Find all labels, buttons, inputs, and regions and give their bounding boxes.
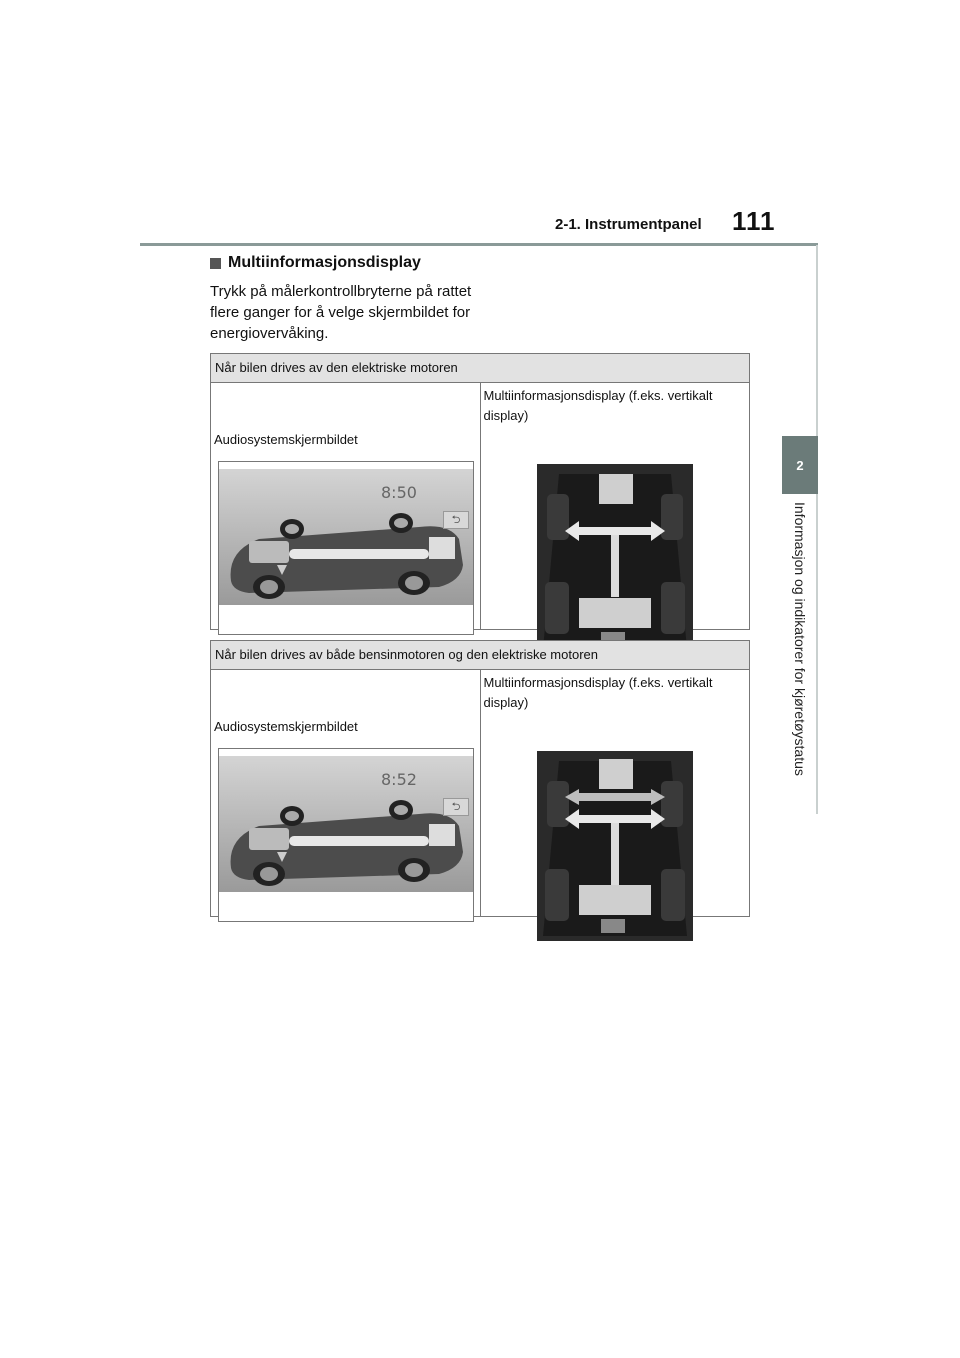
- page-number: 111: [732, 206, 776, 236]
- multiinfo-label: Multiinformasjonsdisplay (f.eks. vertikalt display): [483, 675, 713, 710]
- back-arrow-icon: ⮌: [443, 798, 469, 816]
- energy-monitor-table-electric: [210, 353, 750, 630]
- vertical-energy-flow-illustration: [537, 751, 693, 941]
- table-heading: Når bilen drives av den elektriske motoren: [211, 354, 750, 383]
- audio-screen-image: [218, 461, 474, 635]
- chapter-tab: 2: [782, 436, 818, 494]
- audio-cell: [211, 383, 481, 630]
- chapter-title-text: Informasjon og indikatorer for kjøretøystatus: [792, 502, 808, 776]
- side-divider-bottom: [816, 494, 818, 814]
- section-body: Trykk på målerkontrollbryterne på rattet flere ganger for å velge skjermbildet for energiovervåking.: [210, 283, 472, 342]
- energy-monitor-table-hybrid: [210, 640, 750, 917]
- audio-screen: [219, 469, 473, 605]
- audio-label: Audiosystemskjermbildet: [214, 432, 358, 447]
- chapter-title-vertical: [790, 502, 810, 882]
- multiinfo-display-image: [537, 751, 693, 941]
- multiinfo-display-image: [537, 464, 693, 654]
- side-divider-top: [816, 245, 818, 437]
- header-section-title: 2-1. Instrumentpanel: [555, 216, 702, 233]
- audio-cell: [211, 670, 481, 917]
- multiinfo-label: Multiinformasjonsdisplay (f.eks. vertikalt display): [483, 388, 713, 423]
- audio-screen: [219, 756, 473, 892]
- vertical-energy-flow-illustration: [537, 464, 693, 654]
- audio-screen-image: [218, 748, 474, 922]
- multiinfo-cell: [480, 670, 750, 917]
- audio-clock: 8:50: [381, 483, 417, 502]
- multiinfo-cell: [480, 383, 750, 630]
- audio-clock: 8:52: [381, 770, 417, 789]
- section-heading: [210, 254, 421, 272]
- header-divider: [140, 243, 818, 246]
- car-energy-flow-illustration: [219, 756, 473, 892]
- car-energy-flow-illustration: [219, 469, 473, 605]
- back-arrow-icon: ⮌: [443, 511, 469, 529]
- section-heading-text: Multiinformasjonsdisplay: [228, 254, 421, 271]
- audio-label: Audiosystemskjermbildet: [214, 719, 358, 734]
- table-heading: Når bilen drives av både bensinmotoren og den elektriske motoren: [211, 641, 750, 670]
- square-bullet-icon: [210, 258, 221, 269]
